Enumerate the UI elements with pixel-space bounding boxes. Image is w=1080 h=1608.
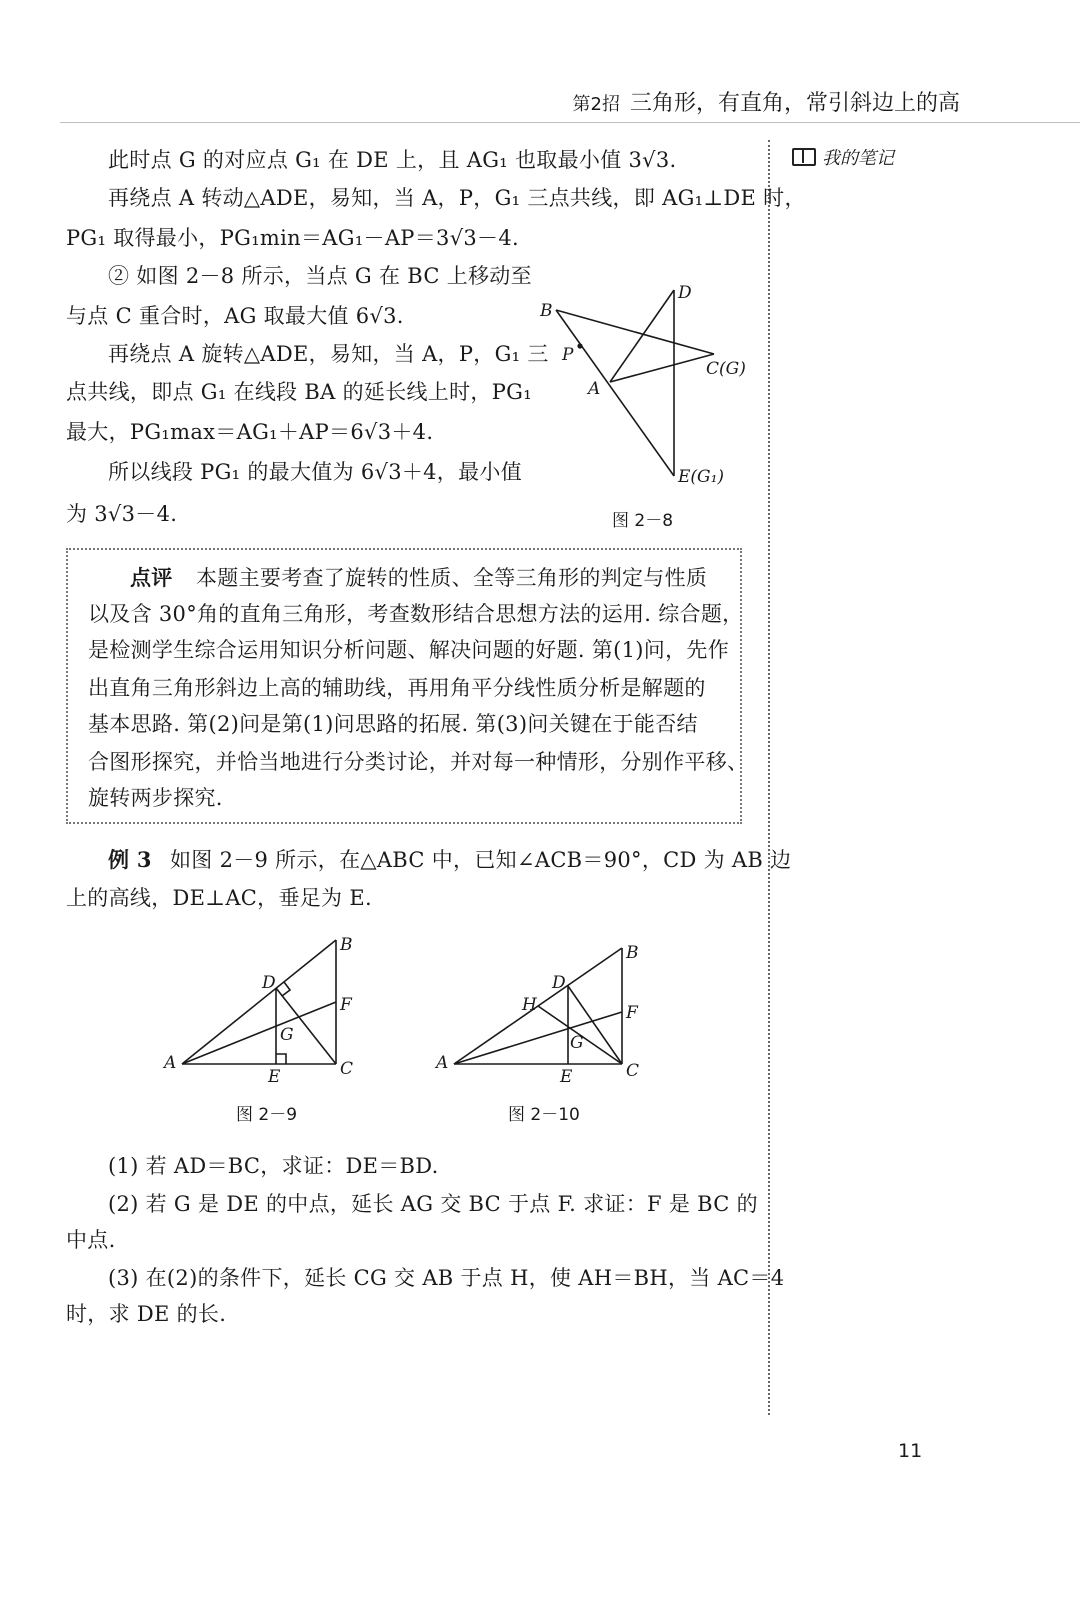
label-G: G <box>570 1033 584 1053</box>
label-G: G <box>280 1025 294 1045</box>
label-P: P <box>562 345 574 365</box>
figure-2-8-caption: 图 2－8 <box>612 511 674 531</box>
review-line-4: 出直角三角形斜边上高的辅助线，再用角平分线性质分析是解题的 <box>88 676 706 700</box>
figure-2-9 <box>160 928 380 1092</box>
review-line-5: 基本思路. 第(2)问是第(1)问思路的拓展. 第(3)问关键在于能否结 <box>88 712 698 736</box>
review-line-7: 旋转两步探究. <box>88 786 223 810</box>
question-2-line-2: 中点. <box>66 1228 116 1252</box>
review-line-3: 是检测学生综合运用知识分析问题、解决问题的好题. 第(1)问，先作 <box>88 638 729 662</box>
label-C: C <box>340 1059 354 1079</box>
label-A: A <box>588 379 601 399</box>
label-A: A <box>436 1053 449 1073</box>
label-B: B <box>340 935 353 955</box>
label-F: F <box>340 995 352 1015</box>
header-rule <box>60 122 1080 123</box>
question-3-line-2: 时，求 DE 的长. <box>66 1302 227 1326</box>
label-E: E <box>268 1067 281 1087</box>
label-C-G: C(G) <box>706 359 746 379</box>
label-H: H <box>522 995 537 1015</box>
solution-line-10: 为 3√3－4. <box>66 502 178 526</box>
solution-line-6: 再绕点 A 旋转△ADE，易知，当 A，P，G₁ 三 <box>108 342 549 366</box>
question-3-line-1: (3) 在(2)的条件下，延长 CG 交 AB 于点 H，使 AH＝BH，当 AC＝4 <box>108 1266 785 1290</box>
segment-BE <box>556 310 674 476</box>
solution-line-2: 再绕点 A 转动△ADE，易知，当 A，P，G₁ 三点共线，即 AG₁⊥DE 时， <box>108 186 806 210</box>
chapter-title: 三角形，有直角，常引斜边上的高 <box>629 91 960 116</box>
example-label: 例 3 <box>108 847 152 872</box>
segment-AB <box>182 940 336 1064</box>
segment-DA <box>610 290 674 382</box>
point-P <box>577 343 582 348</box>
solution-line-7: 点共线，即点 G₁ 在线段 BA 的延长线上时，PG₁ <box>66 380 532 404</box>
label-D: D <box>262 973 276 993</box>
review-line-2: 以及含 30°角的直角三角形，考查数形结合思想方法的运用. 综合题， <box>88 602 744 626</box>
figure-2-8 <box>530 278 760 498</box>
question-1: (1) 若 AD＝BC，求证：DE＝BD. <box>108 1154 439 1178</box>
label-A: A <box>164 1053 177 1073</box>
solution-line-3: PG₁ 取得最小，PG₁min＝AG₁－AP＝3√3－4. <box>66 226 519 250</box>
example-line-2: 上的高线，DE⊥AC，垂足为 E. <box>66 886 372 910</box>
label-C: C <box>626 1061 640 1081</box>
lesson-number: 第2招 <box>572 94 620 115</box>
solution-line-4: ② 如图 2－8 所示，当点 G 在 BC 上移动至 <box>108 264 532 288</box>
example-line-1: 如图 2－9 所示，在△ABC 中，已知∠ACB＝90°，CD 为 AB 边 <box>170 848 792 872</box>
label-F: F <box>626 1003 638 1023</box>
label-D: D <box>552 973 566 993</box>
notes-label <box>792 144 894 170</box>
label-E: E <box>560 1067 573 1087</box>
segment-AF <box>182 1002 336 1064</box>
figure-2-9-caption: 图 2－9 <box>236 1105 298 1125</box>
review-line-1: 本题主要考查了旋转的性质、全等三角形的判定与性质 <box>196 566 708 590</box>
chapter-header <box>573 86 960 117</box>
notes-divider <box>768 140 770 1415</box>
solution-line-5: 与点 C 重合时，AG 取最大值 6√3. <box>66 304 404 328</box>
figure-2-10 <box>432 936 652 1092</box>
review-line-6: 合图形探究，并恰当地进行分类讨论，并对每一种情形，分别作平移、 <box>88 750 749 774</box>
solution-line-9: 所以线段 PG₁ 的最大值为 6√3＋4，最小值 <box>108 460 523 484</box>
label-D: D <box>678 283 692 303</box>
label-E-G1: E(G₁) <box>678 467 725 487</box>
solution-line-8: 最大，PG₁max＝AG₁＋AP＝6√3＋4. <box>66 420 434 444</box>
right-angle-D <box>282 982 290 996</box>
book-icon <box>792 148 816 166</box>
segment-AF <box>454 1012 622 1064</box>
question-2-line-1: (2) 若 G 是 DE 的中点，延长 AG 交 BC 于点 F. 求证：F 是 BC 的 <box>108 1192 758 1216</box>
label-B: B <box>540 301 553 321</box>
solution-line-1: 此时点 G 的对应点 G₁ 在 DE 上，且 AG₁ 也取最小值 3√3. <box>108 148 677 172</box>
figure-2-10-caption: 图 2－10 <box>508 1105 580 1125</box>
label-B: B <box>626 943 639 963</box>
review-heading: 点评 <box>130 565 173 590</box>
notes-label-text: 我的笔记 <box>822 148 894 169</box>
page-number: 11 <box>898 1440 923 1462</box>
right-angle-E <box>276 1054 286 1064</box>
